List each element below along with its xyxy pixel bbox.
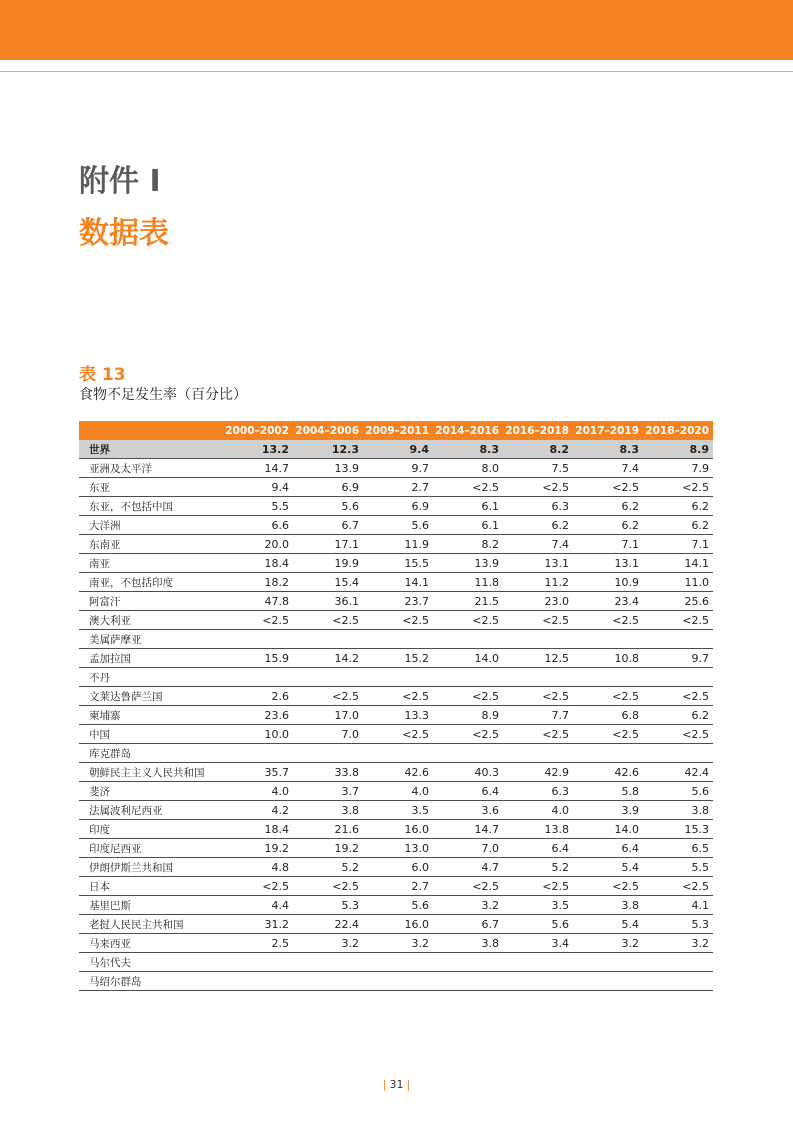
value-cell: 4.1 bbox=[643, 896, 713, 915]
header-cell-name bbox=[79, 421, 223, 440]
page-number-value: 31 bbox=[389, 1078, 404, 1091]
value-cell: <2.5 bbox=[643, 725, 713, 744]
value-cell: <2.5 bbox=[363, 687, 433, 706]
value-cell: 16.0 bbox=[363, 915, 433, 934]
value-cell: <2.5 bbox=[573, 611, 643, 630]
row-label: 南亚 bbox=[79, 554, 223, 573]
header-cell-period: 2016–2018 bbox=[503, 421, 573, 440]
value-cell: 42.6 bbox=[573, 763, 643, 782]
value-cell: 5.5 bbox=[223, 497, 293, 516]
table-title: 食物不足发生率（百分比） bbox=[79, 387, 247, 403]
table-row bbox=[79, 573, 713, 592]
value-cell: 9.7 bbox=[643, 649, 713, 668]
value-cell: 10.0 bbox=[223, 725, 293, 744]
value-cell: 6.2 bbox=[573, 497, 643, 516]
value-cell: 42.9 bbox=[503, 763, 573, 782]
table-row bbox=[79, 554, 713, 573]
value-cell: <2.5 bbox=[433, 877, 503, 896]
value-cell bbox=[223, 744, 293, 763]
value-cell: 13.0 bbox=[363, 839, 433, 858]
value-cell: 23.4 bbox=[573, 592, 643, 611]
value-cell: 7.4 bbox=[503, 535, 573, 554]
value-cell: 9.4 bbox=[223, 478, 293, 497]
value-cell: 6.4 bbox=[433, 782, 503, 801]
row-label: 印度尼西亚 bbox=[79, 839, 223, 858]
table-row bbox=[79, 687, 713, 706]
table-row bbox=[79, 440, 713, 459]
value-cell: 11.0 bbox=[643, 573, 713, 592]
value-cell: 12.3 bbox=[293, 440, 363, 459]
table-row bbox=[79, 668, 713, 687]
value-cell: 6.7 bbox=[293, 516, 363, 535]
header-row bbox=[79, 421, 713, 440]
value-cell: <2.5 bbox=[573, 687, 643, 706]
value-cell: 5.6 bbox=[293, 497, 363, 516]
table-row bbox=[79, 801, 713, 820]
row-label: 大洋洲 bbox=[79, 516, 223, 535]
value-cell: 6.8 bbox=[573, 706, 643, 725]
value-cell: 5.4 bbox=[573, 915, 643, 934]
value-cell: 13.2 bbox=[223, 440, 293, 459]
value-cell bbox=[363, 630, 433, 649]
value-cell: 4.8 bbox=[223, 858, 293, 877]
value-cell: 4.0 bbox=[503, 801, 573, 820]
value-cell bbox=[643, 630, 713, 649]
value-cell: <2.5 bbox=[503, 877, 573, 896]
row-label: 美属萨摩亚 bbox=[79, 630, 223, 649]
value-cell: 5.6 bbox=[363, 516, 433, 535]
value-cell: 16.0 bbox=[363, 820, 433, 839]
value-cell: 6.3 bbox=[503, 782, 573, 801]
value-cell: 3.2 bbox=[573, 934, 643, 953]
header-cell-period: 2009–2011 bbox=[363, 421, 433, 440]
value-cell: 6.2 bbox=[503, 516, 573, 535]
table-row bbox=[79, 611, 713, 630]
value-cell: 5.4 bbox=[573, 858, 643, 877]
value-cell: 15.3 bbox=[643, 820, 713, 839]
table-row bbox=[79, 535, 713, 554]
value-cell: <2.5 bbox=[503, 687, 573, 706]
value-cell: 3.2 bbox=[363, 934, 433, 953]
value-cell: 3.2 bbox=[433, 896, 503, 915]
value-cell bbox=[363, 668, 433, 687]
row-label: 印度 bbox=[79, 820, 223, 839]
value-cell: 5.3 bbox=[293, 896, 363, 915]
value-cell: 8.2 bbox=[433, 535, 503, 554]
value-cell: 8.9 bbox=[643, 440, 713, 459]
value-cell bbox=[433, 668, 503, 687]
value-cell: 3.8 bbox=[643, 801, 713, 820]
value-cell: 6.2 bbox=[573, 516, 643, 535]
value-cell: 15.4 bbox=[293, 573, 363, 592]
value-cell: <2.5 bbox=[573, 877, 643, 896]
value-cell: 5.5 bbox=[643, 858, 713, 877]
value-cell: <2.5 bbox=[433, 687, 503, 706]
value-cell: 14.0 bbox=[573, 820, 643, 839]
value-cell: 23.0 bbox=[503, 592, 573, 611]
value-cell: 3.4 bbox=[503, 934, 573, 953]
value-cell: 12.5 bbox=[503, 649, 573, 668]
value-cell: 3.8 bbox=[293, 801, 363, 820]
row-label: 南亚，不包括印度 bbox=[79, 573, 223, 592]
value-cell: 6.4 bbox=[573, 839, 643, 858]
value-cell: 10.9 bbox=[573, 573, 643, 592]
value-cell: 9.7 bbox=[363, 459, 433, 478]
row-label: 基里巴斯 bbox=[79, 896, 223, 915]
value-cell: 13.3 bbox=[363, 706, 433, 725]
value-cell: 2.6 bbox=[223, 687, 293, 706]
value-cell: 42.6 bbox=[363, 763, 433, 782]
table-row bbox=[79, 744, 713, 763]
value-cell bbox=[573, 972, 643, 991]
value-cell: 6.0 bbox=[363, 858, 433, 877]
value-cell: 8.2 bbox=[503, 440, 573, 459]
value-cell bbox=[223, 972, 293, 991]
value-cell: 5.6 bbox=[363, 896, 433, 915]
value-cell: 3.5 bbox=[503, 896, 573, 915]
value-cell: 5.2 bbox=[293, 858, 363, 877]
value-cell: <2.5 bbox=[643, 877, 713, 896]
value-cell: <2.5 bbox=[433, 611, 503, 630]
table-row bbox=[79, 706, 713, 725]
value-cell: 6.9 bbox=[293, 478, 363, 497]
value-cell: 18.4 bbox=[223, 554, 293, 573]
value-cell: <2.5 bbox=[643, 687, 713, 706]
table-row bbox=[79, 934, 713, 953]
value-cell: 40.3 bbox=[433, 763, 503, 782]
value-cell: 15.5 bbox=[363, 554, 433, 573]
value-cell: 14.1 bbox=[363, 573, 433, 592]
value-cell: 5.8 bbox=[573, 782, 643, 801]
value-cell: 35.7 bbox=[223, 763, 293, 782]
header-rule bbox=[0, 71, 793, 72]
value-cell: 13.1 bbox=[503, 554, 573, 573]
value-cell: 17.0 bbox=[293, 706, 363, 725]
value-cell: 47.8 bbox=[223, 592, 293, 611]
value-cell bbox=[643, 972, 713, 991]
data-table bbox=[79, 421, 713, 991]
row-label: 日本 bbox=[79, 877, 223, 896]
value-cell: 23.6 bbox=[223, 706, 293, 725]
table-row bbox=[79, 763, 713, 782]
value-cell bbox=[223, 953, 293, 972]
table-row bbox=[79, 839, 713, 858]
row-label: 斐济 bbox=[79, 782, 223, 801]
value-cell: 6.5 bbox=[643, 839, 713, 858]
annex-label: 附件 I bbox=[79, 164, 161, 199]
value-cell: 14.1 bbox=[643, 554, 713, 573]
value-cell: 13.8 bbox=[503, 820, 573, 839]
value-cell: 7.0 bbox=[293, 725, 363, 744]
value-cell: <2.5 bbox=[433, 478, 503, 497]
value-cell bbox=[433, 744, 503, 763]
value-cell: 11.8 bbox=[433, 573, 503, 592]
row-label: 伊朗伊斯兰共和国 bbox=[79, 858, 223, 877]
value-cell: 7.1 bbox=[573, 535, 643, 554]
table-row bbox=[79, 953, 713, 972]
table-row bbox=[79, 478, 713, 497]
value-cell: <2.5 bbox=[573, 725, 643, 744]
value-cell: 9.4 bbox=[363, 440, 433, 459]
value-cell bbox=[293, 744, 363, 763]
value-cell bbox=[503, 668, 573, 687]
value-cell bbox=[643, 953, 713, 972]
table-body bbox=[79, 440, 713, 991]
value-cell: 42.4 bbox=[643, 763, 713, 782]
value-cell: 6.1 bbox=[433, 516, 503, 535]
value-cell bbox=[573, 668, 643, 687]
value-cell: 14.2 bbox=[293, 649, 363, 668]
value-cell bbox=[643, 744, 713, 763]
value-cell: 11.9 bbox=[363, 535, 433, 554]
table-row bbox=[79, 630, 713, 649]
value-cell: <2.5 bbox=[293, 877, 363, 896]
value-cell: 7.0 bbox=[433, 839, 503, 858]
value-cell bbox=[293, 630, 363, 649]
value-cell bbox=[573, 953, 643, 972]
value-cell: 21.6 bbox=[293, 820, 363, 839]
row-label: 马尔代夫 bbox=[79, 953, 223, 972]
row-label: 库克群岛 bbox=[79, 744, 223, 763]
value-cell bbox=[363, 953, 433, 972]
value-cell: 14.7 bbox=[223, 459, 293, 478]
value-cell: 2.7 bbox=[363, 877, 433, 896]
value-cell: 6.2 bbox=[643, 497, 713, 516]
value-cell: 7.1 bbox=[643, 535, 713, 554]
table-row bbox=[79, 858, 713, 877]
value-cell: 7.4 bbox=[573, 459, 643, 478]
value-cell: 6.4 bbox=[503, 839, 573, 858]
value-cell: 19.2 bbox=[223, 839, 293, 858]
value-cell: <2.5 bbox=[433, 725, 503, 744]
value-cell: 3.8 bbox=[433, 934, 503, 953]
table-header bbox=[79, 421, 713, 440]
value-cell: 5.3 bbox=[643, 915, 713, 934]
table-row bbox=[79, 820, 713, 839]
header-cell-period: 2017–2019 bbox=[573, 421, 643, 440]
value-cell: 33.8 bbox=[293, 763, 363, 782]
value-cell: 4.7 bbox=[433, 858, 503, 877]
value-cell: 4.2 bbox=[223, 801, 293, 820]
value-cell: <2.5 bbox=[363, 611, 433, 630]
value-cell: 18.2 bbox=[223, 573, 293, 592]
value-cell bbox=[293, 668, 363, 687]
value-cell: 18.4 bbox=[223, 820, 293, 839]
value-cell: 6.2 bbox=[643, 706, 713, 725]
value-cell: 2.7 bbox=[363, 478, 433, 497]
value-cell: 23.7 bbox=[363, 592, 433, 611]
value-cell: 8.9 bbox=[433, 706, 503, 725]
value-cell: 25.6 bbox=[643, 592, 713, 611]
annex-subtitle: 数据表 bbox=[79, 216, 169, 251]
row-label: 阿富汗 bbox=[79, 592, 223, 611]
value-cell: 7.9 bbox=[643, 459, 713, 478]
header-cell-period: 2014–2016 bbox=[433, 421, 503, 440]
value-cell: 10.8 bbox=[573, 649, 643, 668]
value-cell bbox=[503, 972, 573, 991]
value-cell bbox=[293, 972, 363, 991]
value-cell bbox=[433, 953, 503, 972]
value-cell: <2.5 bbox=[503, 478, 573, 497]
value-cell: 13.9 bbox=[433, 554, 503, 573]
row-label: 孟加拉国 bbox=[79, 649, 223, 668]
value-cell: 3.9 bbox=[573, 801, 643, 820]
value-cell bbox=[433, 630, 503, 649]
value-cell: 8.0 bbox=[433, 459, 503, 478]
row-label: 柬埔寨 bbox=[79, 706, 223, 725]
table-row bbox=[79, 725, 713, 744]
header-band bbox=[0, 0, 793, 60]
value-cell: <2.5 bbox=[573, 478, 643, 497]
value-cell: 17.1 bbox=[293, 535, 363, 554]
value-cell: 3.2 bbox=[293, 934, 363, 953]
value-cell bbox=[433, 972, 503, 991]
row-label: 文莱达鲁萨兰国 bbox=[79, 687, 223, 706]
row-label: 马绍尔群岛 bbox=[79, 972, 223, 991]
value-cell: 4.0 bbox=[223, 782, 293, 801]
value-cell: 13.1 bbox=[573, 554, 643, 573]
row-label: 法属波利尼西亚 bbox=[79, 801, 223, 820]
value-cell: 21.5 bbox=[433, 592, 503, 611]
value-cell bbox=[503, 953, 573, 972]
value-cell: 19.2 bbox=[293, 839, 363, 858]
value-cell: 3.8 bbox=[573, 896, 643, 915]
table-row bbox=[79, 497, 713, 516]
table-row bbox=[79, 649, 713, 668]
value-cell bbox=[503, 630, 573, 649]
row-label: 不丹 bbox=[79, 668, 223, 687]
value-cell: 22.4 bbox=[293, 915, 363, 934]
value-cell: 2.5 bbox=[223, 934, 293, 953]
table-row bbox=[79, 915, 713, 934]
row-label: 世界 bbox=[79, 440, 223, 459]
value-cell: 6.1 bbox=[433, 497, 503, 516]
table-row bbox=[79, 592, 713, 611]
value-cell: 31.2 bbox=[223, 915, 293, 934]
page-number-bar-left: | bbox=[382, 1078, 387, 1091]
header-cell-period: 2004–2006 bbox=[293, 421, 363, 440]
value-cell: 4.4 bbox=[223, 896, 293, 915]
value-cell bbox=[223, 630, 293, 649]
row-label: 中国 bbox=[79, 725, 223, 744]
value-cell bbox=[573, 630, 643, 649]
value-cell: 36.1 bbox=[293, 592, 363, 611]
row-label: 东亚 bbox=[79, 478, 223, 497]
header-cell-period: 2018–2020 bbox=[643, 421, 713, 440]
header-cell-period: 2000–2002 bbox=[223, 421, 293, 440]
value-cell: 6.6 bbox=[223, 516, 293, 535]
value-cell bbox=[363, 972, 433, 991]
value-cell: 7.7 bbox=[503, 706, 573, 725]
value-cell: 8.3 bbox=[433, 440, 503, 459]
table-row bbox=[79, 896, 713, 915]
value-cell: 4.0 bbox=[363, 782, 433, 801]
page-number-bar-right: | bbox=[406, 1078, 411, 1091]
value-cell: <2.5 bbox=[503, 725, 573, 744]
value-cell: <2.5 bbox=[293, 687, 363, 706]
value-cell: 6.2 bbox=[643, 516, 713, 535]
value-cell: <2.5 bbox=[643, 611, 713, 630]
value-cell bbox=[573, 744, 643, 763]
table-row bbox=[79, 459, 713, 478]
value-cell bbox=[363, 744, 433, 763]
table-number: 表 13 bbox=[79, 365, 126, 385]
row-label: 马来西亚 bbox=[79, 934, 223, 953]
value-cell: 15.2 bbox=[363, 649, 433, 668]
table-row bbox=[79, 877, 713, 896]
row-label: 东南亚 bbox=[79, 535, 223, 554]
value-cell: 3.5 bbox=[363, 801, 433, 820]
table-row bbox=[79, 972, 713, 991]
value-cell: <2.5 bbox=[643, 478, 713, 497]
value-cell: 8.3 bbox=[573, 440, 643, 459]
value-cell: <2.5 bbox=[363, 725, 433, 744]
value-cell bbox=[223, 668, 293, 687]
value-cell: 7.5 bbox=[503, 459, 573, 478]
value-cell bbox=[503, 744, 573, 763]
value-cell: <2.5 bbox=[223, 611, 293, 630]
value-cell bbox=[293, 953, 363, 972]
value-cell bbox=[643, 668, 713, 687]
value-cell: 3.7 bbox=[293, 782, 363, 801]
row-label: 澳大利亚 bbox=[79, 611, 223, 630]
value-cell: <2.5 bbox=[223, 877, 293, 896]
value-cell: <2.5 bbox=[503, 611, 573, 630]
value-cell: 6.9 bbox=[363, 497, 433, 516]
row-label: 亚洲及太平洋 bbox=[79, 459, 223, 478]
value-cell: 13.9 bbox=[293, 459, 363, 478]
page-number bbox=[0, 1078, 793, 1091]
table-row bbox=[79, 782, 713, 801]
row-label: 东亚，不包括中国 bbox=[79, 497, 223, 516]
value-cell: 5.2 bbox=[503, 858, 573, 877]
value-cell: 5.6 bbox=[643, 782, 713, 801]
value-cell: 11.2 bbox=[503, 573, 573, 592]
value-cell: 3.2 bbox=[643, 934, 713, 953]
value-cell: <2.5 bbox=[293, 611, 363, 630]
value-cell: 6.7 bbox=[433, 915, 503, 934]
value-cell: 14.0 bbox=[433, 649, 503, 668]
row-label: 老挝人民民主共和国 bbox=[79, 915, 223, 934]
value-cell: 14.7 bbox=[433, 820, 503, 839]
value-cell: 3.6 bbox=[433, 801, 503, 820]
value-cell: 20.0 bbox=[223, 535, 293, 554]
row-label: 朝鲜民主主义人民共和国 bbox=[79, 763, 223, 782]
table-row bbox=[79, 516, 713, 535]
value-cell: 5.6 bbox=[503, 915, 573, 934]
value-cell: 15.9 bbox=[223, 649, 293, 668]
value-cell: 19.9 bbox=[293, 554, 363, 573]
value-cell: 6.3 bbox=[503, 497, 573, 516]
